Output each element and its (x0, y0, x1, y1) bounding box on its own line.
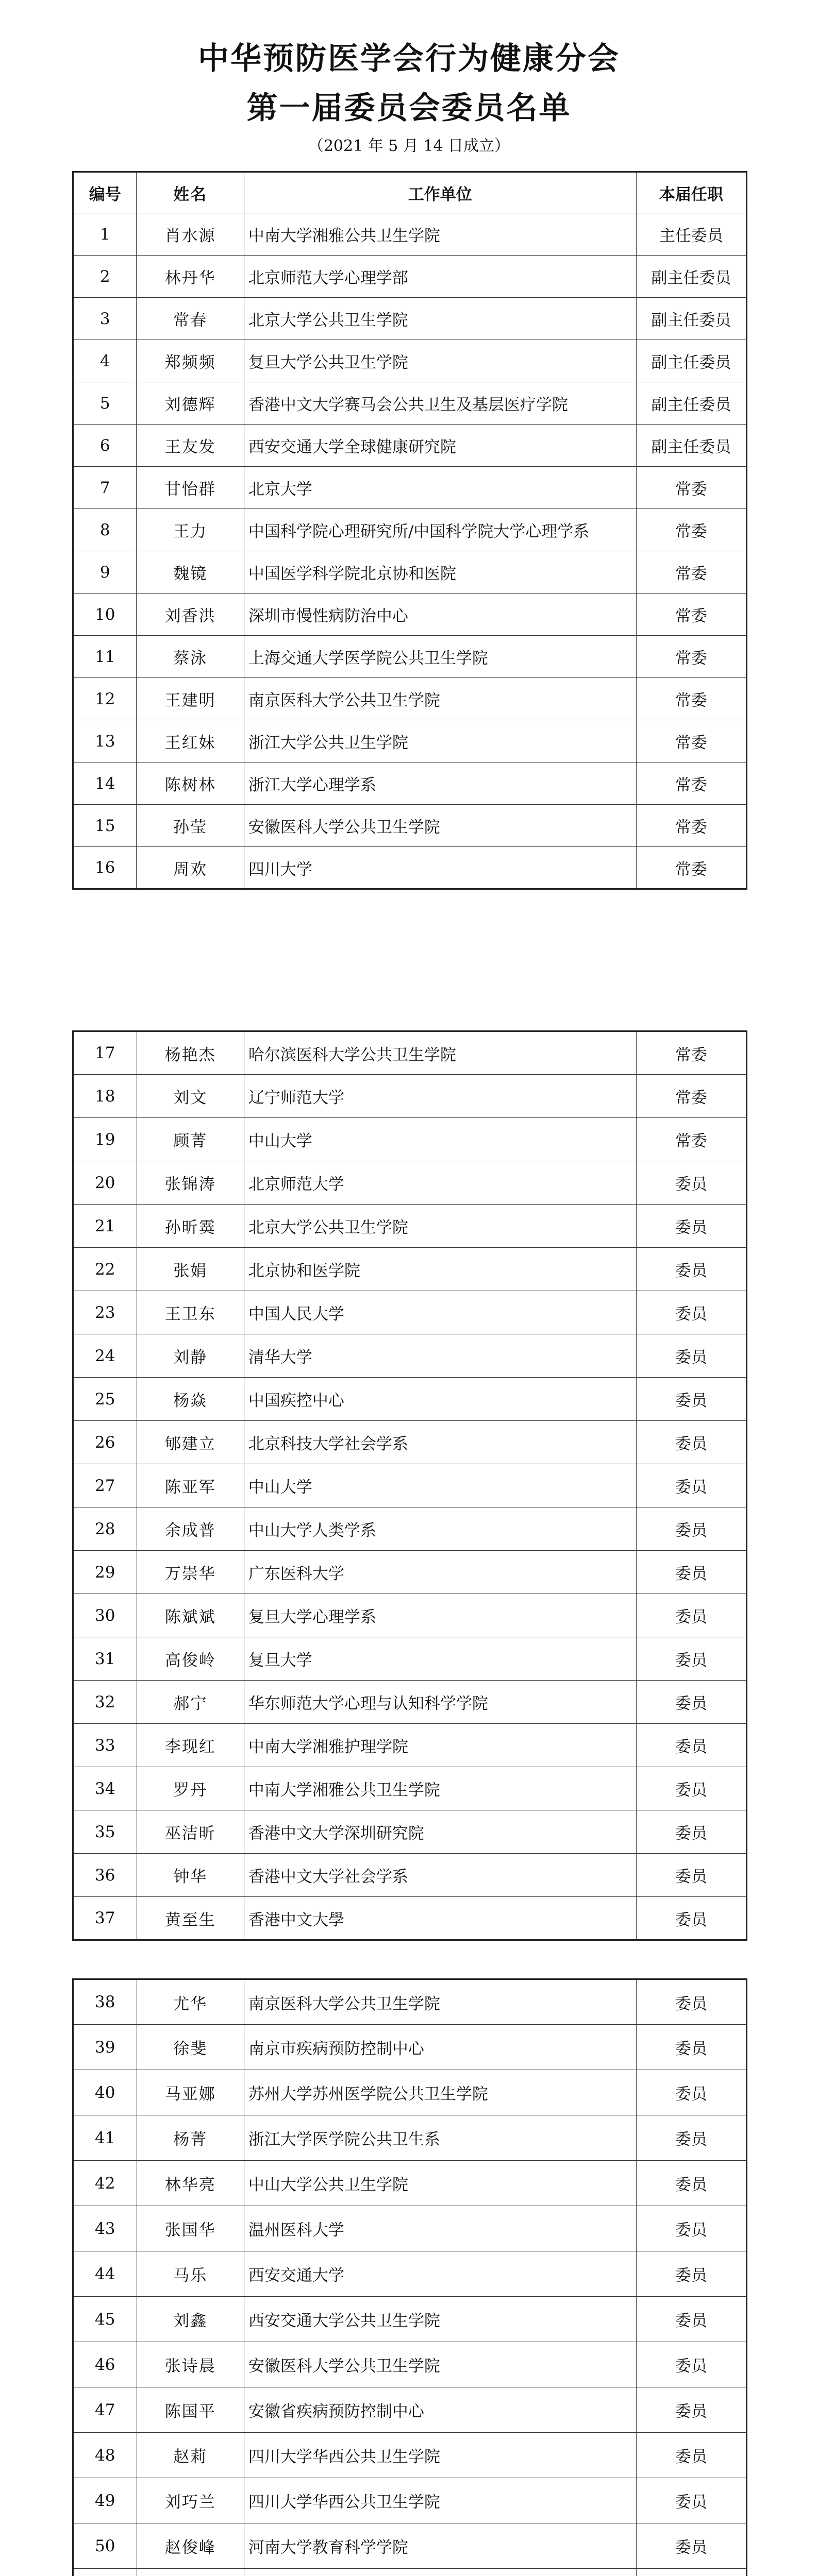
work-unit (244, 2569, 636, 2576)
table-row (73, 2206, 747, 2251)
table-row (73, 1507, 747, 1551)
table-row (73, 762, 747, 805)
position: 委员 (636, 2387, 746, 2433)
member-name: 顾菁 (137, 1118, 244, 1161)
work-unit: 西安交通大学 (244, 2251, 636, 2297)
member-table-block (72, 1030, 747, 1941)
table-row (73, 1979, 747, 2025)
work-unit: 北京师范大学心理学部 (244, 256, 636, 298)
row-number: 2 (73, 256, 137, 298)
table-row (73, 2070, 747, 2115)
row-number: 28 (73, 1507, 137, 1551)
table-row (73, 2342, 747, 2387)
work-unit: 安徽省疾病预防控制中心 (244, 2387, 636, 2433)
position: 委员 (636, 1291, 746, 1334)
work-unit: 北京科技大学社会学系 (244, 1421, 636, 1464)
work-unit: 安徽医科大学公共卫生学院 (244, 805, 636, 847)
work-unit: 清华大学 (244, 1334, 636, 1378)
table-row (73, 1594, 747, 1637)
work-unit: 中南大学湘雅公共卫生学院 (244, 213, 636, 256)
table-row (73, 1551, 747, 1594)
member-name: 蔡泳 (137, 636, 244, 678)
founding-date-note: （2021 年 5 月 14 日成立） (308, 137, 510, 155)
member-name: 李现红 (137, 1724, 244, 1767)
row-number: 13 (73, 720, 137, 762)
position: 副主任委员 (636, 425, 746, 467)
position: 委员 (636, 1854, 746, 1897)
member-name: 余成普 (137, 1507, 244, 1551)
table-row (73, 551, 747, 594)
work-unit: 中山大学公共卫生学院 (244, 2161, 636, 2206)
table-row (73, 2569, 747, 2576)
member-name: 孙莹 (137, 805, 244, 847)
row-number: 4 (73, 340, 137, 382)
work-unit: 中国疾控中心 (244, 1378, 636, 1421)
work-unit: 中国医学科学院北京协和医院 (244, 551, 636, 594)
work-unit: 北京大学 (244, 467, 636, 509)
work-unit: 南京医科大学公共卫生学院 (244, 678, 636, 720)
table-row (73, 382, 747, 425)
member-name: 王力 (137, 509, 244, 551)
work-unit: 温州医科大学 (244, 2206, 636, 2251)
position: 副主任委员 (636, 298, 746, 340)
member-name: 张娟 (137, 1248, 244, 1291)
work-unit: 中南大学湘雅公共卫生学院 (244, 1767, 636, 1810)
member-name: 张诗晨 (137, 2342, 244, 2387)
table-header-row (73, 172, 747, 213)
row-number: 5 (73, 382, 137, 425)
position: 常委 (636, 1118, 746, 1161)
column-header: 工作单位 (244, 172, 636, 213)
position: 常委 (636, 720, 746, 762)
table-row (73, 636, 747, 678)
member-name: 林丹华 (137, 256, 244, 298)
member-name: 刘鑫 (137, 2297, 244, 2342)
table-row (73, 2433, 747, 2478)
row-number: 44 (73, 2251, 137, 2297)
row-number: 11 (73, 636, 137, 678)
work-unit: 辽宁师范大学 (244, 1075, 636, 1118)
table-row (73, 509, 747, 551)
position: 常委 (636, 762, 746, 805)
work-unit: 西安交通大学全球健康研究院 (244, 425, 636, 467)
table-row (73, 298, 747, 340)
work-unit: 中国科学院心理研究所/中国科学院大学心理学系 (244, 509, 636, 551)
table-row (73, 1681, 747, 1724)
member-name: 赵莉 (137, 2433, 244, 2478)
column-header: 姓名 (137, 172, 244, 213)
work-unit: 中山大学 (244, 1464, 636, 1507)
position: 常委 (636, 1075, 746, 1118)
work-unit: 复旦大学公共卫生学院 (244, 340, 636, 382)
member-name: 甘怡群 (137, 467, 244, 509)
row-number: 26 (73, 1421, 137, 1464)
position: 委员 (636, 1681, 746, 1724)
table-row (73, 805, 747, 847)
member-name: 尤华 (137, 1979, 244, 2025)
position: 委员 (636, 2297, 746, 2342)
table-row (73, 720, 747, 762)
table-row (73, 2115, 747, 2161)
member-name: 刘巧兰 (137, 2478, 244, 2523)
table-row (73, 1075, 747, 1118)
row-number: 29 (73, 1551, 137, 1594)
table-row (73, 256, 747, 298)
member-name: 刘文 (137, 1075, 244, 1118)
work-unit: 四川大学 (244, 847, 636, 889)
work-unit: 哈尔滨医科大学公共卫生学院 (244, 1031, 636, 1075)
table-row (73, 847, 747, 889)
row-number: 27 (73, 1464, 137, 1507)
member-name: 陈斌斌 (137, 1594, 244, 1637)
row-number: 23 (73, 1291, 137, 1334)
row-number: 24 (73, 1334, 137, 1378)
row-number: 7 (73, 467, 137, 509)
table-row (73, 425, 747, 467)
member-name: 陈亚军 (137, 1464, 244, 1507)
member-name: 杨菁 (137, 2115, 244, 2161)
work-unit: 浙江大学公共卫生学院 (244, 720, 636, 762)
row-number: 9 (73, 551, 137, 594)
table-row (73, 2297, 747, 2342)
table-row (73, 1724, 747, 1767)
row-number: 45 (73, 2297, 137, 2342)
position: 委员 (636, 1334, 746, 1378)
position: 常委 (636, 594, 746, 636)
position: 委员 (636, 1507, 746, 1551)
work-unit: 香港中文大学社会学系 (244, 1854, 636, 1897)
position: 常委 (636, 1031, 746, 1075)
row-number: 25 (73, 1378, 137, 1421)
position: 委员 (636, 2523, 746, 2569)
row-number: 37 (73, 1897, 137, 1940)
row-number: 12 (73, 678, 137, 720)
work-unit: 浙江大学心理学系 (244, 762, 636, 805)
position: 委员 (636, 1421, 746, 1464)
position: 常委 (636, 805, 746, 847)
document-header (0, 0, 818, 170)
work-unit: 华东师范大学心理与认知科学学院 (244, 1681, 636, 1724)
table-row (73, 1118, 747, 1161)
row-number: 14 (73, 762, 137, 805)
member-name: 张锦涛 (137, 1161, 244, 1205)
table-row (73, 2161, 747, 2206)
member-name: 刘香洪 (137, 594, 244, 636)
member-name: 王红妹 (137, 720, 244, 762)
member-name: 魏镜 (137, 551, 244, 594)
row-number: 47 (73, 2387, 137, 2433)
row-number: 40 (73, 2070, 137, 2115)
position: 委员 (636, 2206, 746, 2251)
work-unit: 南京市疾病预防控制中心 (244, 2025, 636, 2070)
row-number: 10 (73, 594, 137, 636)
work-unit: 南京医科大学公共卫生学院 (244, 1979, 636, 2025)
position: 委员 (636, 2025, 746, 2070)
row-number: 8 (73, 509, 137, 551)
position: 委员 (636, 1979, 746, 2025)
position: 主任委员 (636, 213, 746, 256)
row-number: 17 (73, 1031, 137, 1075)
position: 委员 (636, 1248, 746, 1291)
table-row (73, 1205, 747, 1248)
work-unit: 中山大学人类学系 (244, 1507, 636, 1551)
member-name: 肖水源 (137, 213, 244, 256)
member-name: 常春 (137, 298, 244, 340)
column-header: 编号 (73, 172, 137, 213)
position: 委员 (636, 1637, 746, 1681)
row-number: 30 (73, 1594, 137, 1637)
member-name: 郝宁 (137, 1681, 244, 1724)
row-number: 42 (73, 2161, 137, 2206)
position: 副主任委员 (636, 340, 746, 382)
table-row (73, 2387, 747, 2433)
work-unit: 北京协和医学院 (244, 1248, 636, 1291)
table-row (73, 1637, 747, 1681)
member-name: 罗丹 (137, 1767, 244, 1810)
member-name: 万崇华 (137, 1551, 244, 1594)
member-name: 王卫东 (137, 1291, 244, 1334)
row-number: 34 (73, 1767, 137, 1810)
position: 委员 (636, 1724, 746, 1767)
position: 委员 (636, 2070, 746, 2115)
position: 委员 (636, 2115, 746, 2161)
table-row (73, 1464, 747, 1507)
member-name: 赵俊峰 (137, 2523, 244, 2569)
position: 常委 (636, 551, 746, 594)
table-row (73, 2251, 747, 2297)
row-number: 32 (73, 1681, 137, 1724)
member-name: 杨艳杰 (137, 1031, 244, 1075)
row-number: 20 (73, 1161, 137, 1205)
work-unit: 中山大学 (244, 1118, 636, 1161)
position: 委员 (636, 2433, 746, 2478)
row-number: 21 (73, 1205, 137, 1248)
position: 委员 (636, 1767, 746, 1810)
row-number: 31 (73, 1637, 137, 1681)
row-number (73, 2569, 137, 2576)
table-row (73, 1810, 747, 1854)
work-unit: 北京大学公共卫生学院 (244, 298, 636, 340)
work-unit: 深圳市慢性病防治中心 (244, 594, 636, 636)
row-number: 35 (73, 1810, 137, 1854)
position: 委员 (636, 1897, 746, 1940)
table-row (73, 467, 747, 509)
position: 委员 (636, 1205, 746, 1248)
position: 委员 (636, 2478, 746, 2523)
member-table-block (72, 171, 747, 890)
work-unit: 河南大学教育科学学院 (244, 2523, 636, 2569)
member-name: 王建明 (137, 678, 244, 720)
member-name: 马亚娜 (137, 2070, 244, 2115)
member-name: 郑频频 (137, 340, 244, 382)
row-number: 46 (73, 2342, 137, 2387)
position: 委员 (636, 1464, 746, 1507)
position: 常委 (636, 678, 746, 720)
member-name: 高俊岭 (137, 1637, 244, 1681)
row-number: 16 (73, 847, 137, 889)
position: 委员 (636, 1810, 746, 1854)
row-number: 43 (73, 2206, 137, 2251)
table-row (73, 1031, 747, 1075)
work-unit: 四川大学华西公共卫生学院 (244, 2478, 636, 2523)
member-table-block (72, 1978, 747, 2576)
member-name: 马乐 (137, 2251, 244, 2297)
table-row (73, 1248, 747, 1291)
position: 常委 (636, 636, 746, 678)
work-unit: 浙江大学医学院公共卫生系 (244, 2115, 636, 2161)
member-name: 林华亮 (137, 2161, 244, 2206)
position: 常委 (636, 467, 746, 509)
table-row (73, 2523, 747, 2569)
member-name: 徐斐 (137, 2025, 244, 2070)
row-number: 48 (73, 2433, 137, 2478)
table-row (73, 1897, 747, 1940)
member-name: 郇建立 (137, 1421, 244, 1464)
position: 副主任委员 (636, 382, 746, 425)
position: 委员 (636, 1161, 746, 1205)
table-row (73, 340, 747, 382)
row-number: 36 (73, 1854, 137, 1897)
row-number: 1 (73, 213, 137, 256)
work-unit: 安徽医科大学公共卫生学院 (244, 2342, 636, 2387)
table-row (73, 2478, 747, 2523)
row-number: 6 (73, 425, 137, 467)
member-name: 刘静 (137, 1334, 244, 1378)
position (636, 2569, 746, 2576)
member-name: 孙昕霙 (137, 1205, 244, 1248)
member-name: 巫洁昕 (137, 1810, 244, 1854)
row-number: 19 (73, 1118, 137, 1161)
row-number: 50 (73, 2523, 137, 2569)
member-name: 钟华 (137, 1854, 244, 1897)
table-row (73, 1421, 747, 1464)
table-row (73, 1291, 747, 1334)
table-row (73, 2025, 747, 2070)
row-number: 3 (73, 298, 137, 340)
document-title-line1: 中华预防医学会行为健康分会 (198, 41, 620, 77)
table-row (73, 594, 747, 636)
member-name: 王友发 (137, 425, 244, 467)
work-unit: 香港中文大學 (244, 1897, 636, 1940)
work-unit: 广东医科大学 (244, 1551, 636, 1594)
work-unit: 复旦大学 (244, 1637, 636, 1681)
row-number: 22 (73, 1248, 137, 1291)
work-unit: 香港中文大学深圳研究院 (244, 1810, 636, 1854)
work-unit: 苏州大学苏州医学院公共卫生学院 (244, 2070, 636, 2115)
work-unit: 北京大学公共卫生学院 (244, 1205, 636, 1248)
position: 副主任委员 (636, 256, 746, 298)
position: 委员 (636, 1594, 746, 1637)
position: 委员 (636, 2342, 746, 2387)
row-number: 33 (73, 1724, 137, 1767)
work-unit: 复旦大学心理学系 (244, 1594, 636, 1637)
row-number: 49 (73, 2478, 137, 2523)
row-number: 15 (73, 805, 137, 847)
table-row (73, 1767, 747, 1810)
work-unit: 中南大学湘雅护理学院 (244, 1724, 636, 1767)
member-name: 刘德辉 (137, 382, 244, 425)
member-name: 陈树林 (137, 762, 244, 805)
row-number: 38 (73, 1979, 137, 2025)
table-row (73, 1854, 747, 1897)
column-header: 本届任职 (636, 172, 746, 213)
position: 委员 (636, 2251, 746, 2297)
table-row (73, 213, 747, 256)
position: 常委 (636, 509, 746, 551)
row-number: 41 (73, 2115, 137, 2161)
member-name (137, 2569, 244, 2576)
member-name: 杨焱 (137, 1378, 244, 1421)
position: 委员 (636, 1378, 746, 1421)
table-row (73, 1334, 747, 1378)
work-unit: 中国人民大学 (244, 1291, 636, 1334)
work-unit: 四川大学华西公共卫生学院 (244, 2433, 636, 2478)
member-name: 张国华 (137, 2206, 244, 2251)
member-name: 黄至生 (137, 1897, 244, 1940)
member-name: 陈国平 (137, 2387, 244, 2433)
row-number: 39 (73, 2025, 137, 2070)
position: 委员 (636, 2161, 746, 2206)
table-row (73, 1161, 747, 1205)
member-name: 周欢 (137, 847, 244, 889)
row-number: 18 (73, 1075, 137, 1118)
work-unit: 北京师范大学 (244, 1161, 636, 1205)
position: 委员 (636, 1551, 746, 1594)
table-row (73, 678, 747, 720)
position: 常委 (636, 847, 746, 889)
work-unit: 西安交通大学公共卫生学院 (244, 2297, 636, 2342)
work-unit: 香港中文大学赛马会公共卫生及基层医疗学院 (244, 382, 636, 425)
table-row (73, 1378, 747, 1421)
document-title-line2: 第一届委员会委员名单 (246, 90, 572, 126)
work-unit: 上海交通大学医学院公共卫生学院 (244, 636, 636, 678)
